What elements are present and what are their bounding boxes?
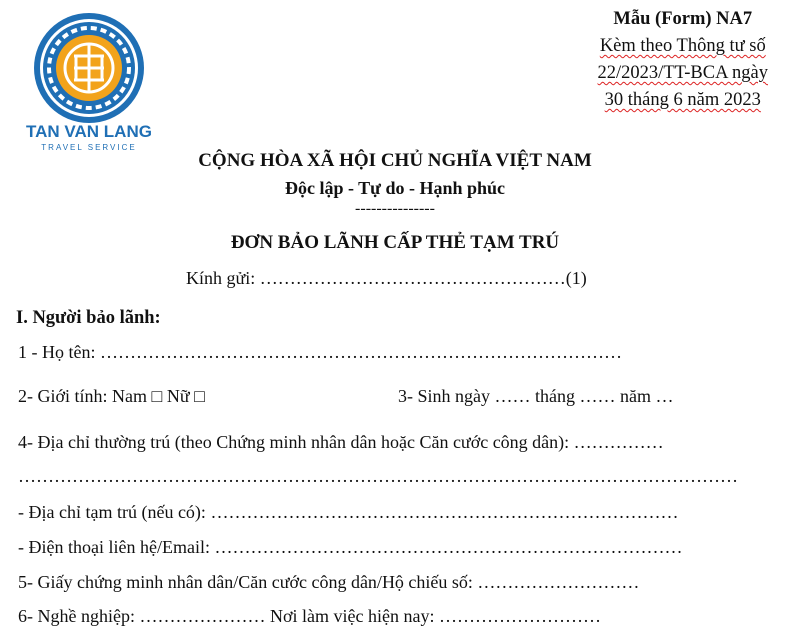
recipient-dots: …………………………………………… [259,268,566,288]
field-permanent-address-continued [18,466,788,487]
permanent-address-label: 4- Địa chỉ thường trú (theo Chứng minh nhân dân hoặc Căn cước công dân): [18,432,574,452]
national-motto: Độc lập - Tự do - Hạnh phúc [284,178,506,198]
section-heading-guarantor: I. Người bảo lãnh: [16,308,161,328]
workplace-dots: ……………………… [438,606,601,626]
full-name-dots: …………………………………………………………………………… [99,342,622,362]
header-divider: --------------- [355,200,435,217]
form-code: Mẫu (Form) NA7 [613,9,753,29]
tan-van-lang-emblem-icon [14,10,164,155]
circular-reference-line-1 [598,33,768,60]
female-label: Nữ [162,386,195,406]
circular-date-line [598,87,768,114]
permanent-address-dots: …………… [573,432,664,452]
temporary-address-label: - Địa chỉ tạm trú (nếu có): [18,502,211,522]
recipient-note: (1) [565,268,587,288]
gender-label: 2- Giới tính: Nam [18,386,152,406]
female-checkbox[interactable]: □ [194,386,206,406]
recipient-line [186,268,587,289]
form-reference-block [598,6,768,114]
field-permanent-address [18,432,664,453]
recipient-label: Kính gửi: [186,268,260,288]
field-occupation [18,606,601,627]
dob-label: 3- Sinh ngày [398,386,495,406]
circular-number-text: 22/2023/TT-BCA ngày [597,63,768,83]
phone-email-label: - Điện thoại liên hệ/Email: [18,537,215,557]
occupation-label: 6- Nghề nghiệp: [18,606,140,626]
id-number-dots: ……………………… [477,572,640,592]
permanent-address-dots-line-2: ………………………………………………………………………………………………………… [18,466,738,486]
circular-reference-text: Kèm theo Thông tư số [599,36,766,56]
circular-reference-line-2 [598,60,768,87]
country-name: CỘNG HÒA XÃ HỘI CHỦ NGHĨA VIỆT NAM [198,150,592,171]
temporary-address-dots: …………………………………………………………………… [210,502,679,522]
logo-tagline-text: TRAVEL SERVICE [41,143,137,152]
occupation-dots: ………………… [139,606,266,626]
full-name-label: 1 - Họ tên: [18,342,100,362]
id-number-label: 5- Giấy chứng minh nhân dân/Căn cước công dân/Hộ chiếu số: [18,572,478,592]
dob-month-label: tháng [530,386,580,406]
company-logo [14,10,164,155]
dob-year-label: năm [615,386,656,406]
circular-date-text: 30 tháng 6 năm 2023 [604,90,761,110]
phone-email-dots: …………………………………………………………………… [214,537,683,557]
field-gender [18,386,205,407]
workplace-label: Nơi làm việc hiện nay: [265,606,439,626]
dob-day-dots: …… [494,386,531,406]
field-date-of-birth [398,386,674,407]
dob-month-dots: …… [579,386,616,406]
document-title: ĐƠN BẢO LÃNH CẤP THẺ TẠM TRÚ [230,232,560,253]
dob-year-dots: … [655,386,674,406]
male-checkbox[interactable]: □ [151,386,163,406]
logo-brand-text: TAN VAN LANG [26,122,152,141]
field-full-name [18,342,622,363]
field-temporary-address [18,502,788,523]
field-phone-email [18,537,788,558]
field-id-number [18,572,639,593]
